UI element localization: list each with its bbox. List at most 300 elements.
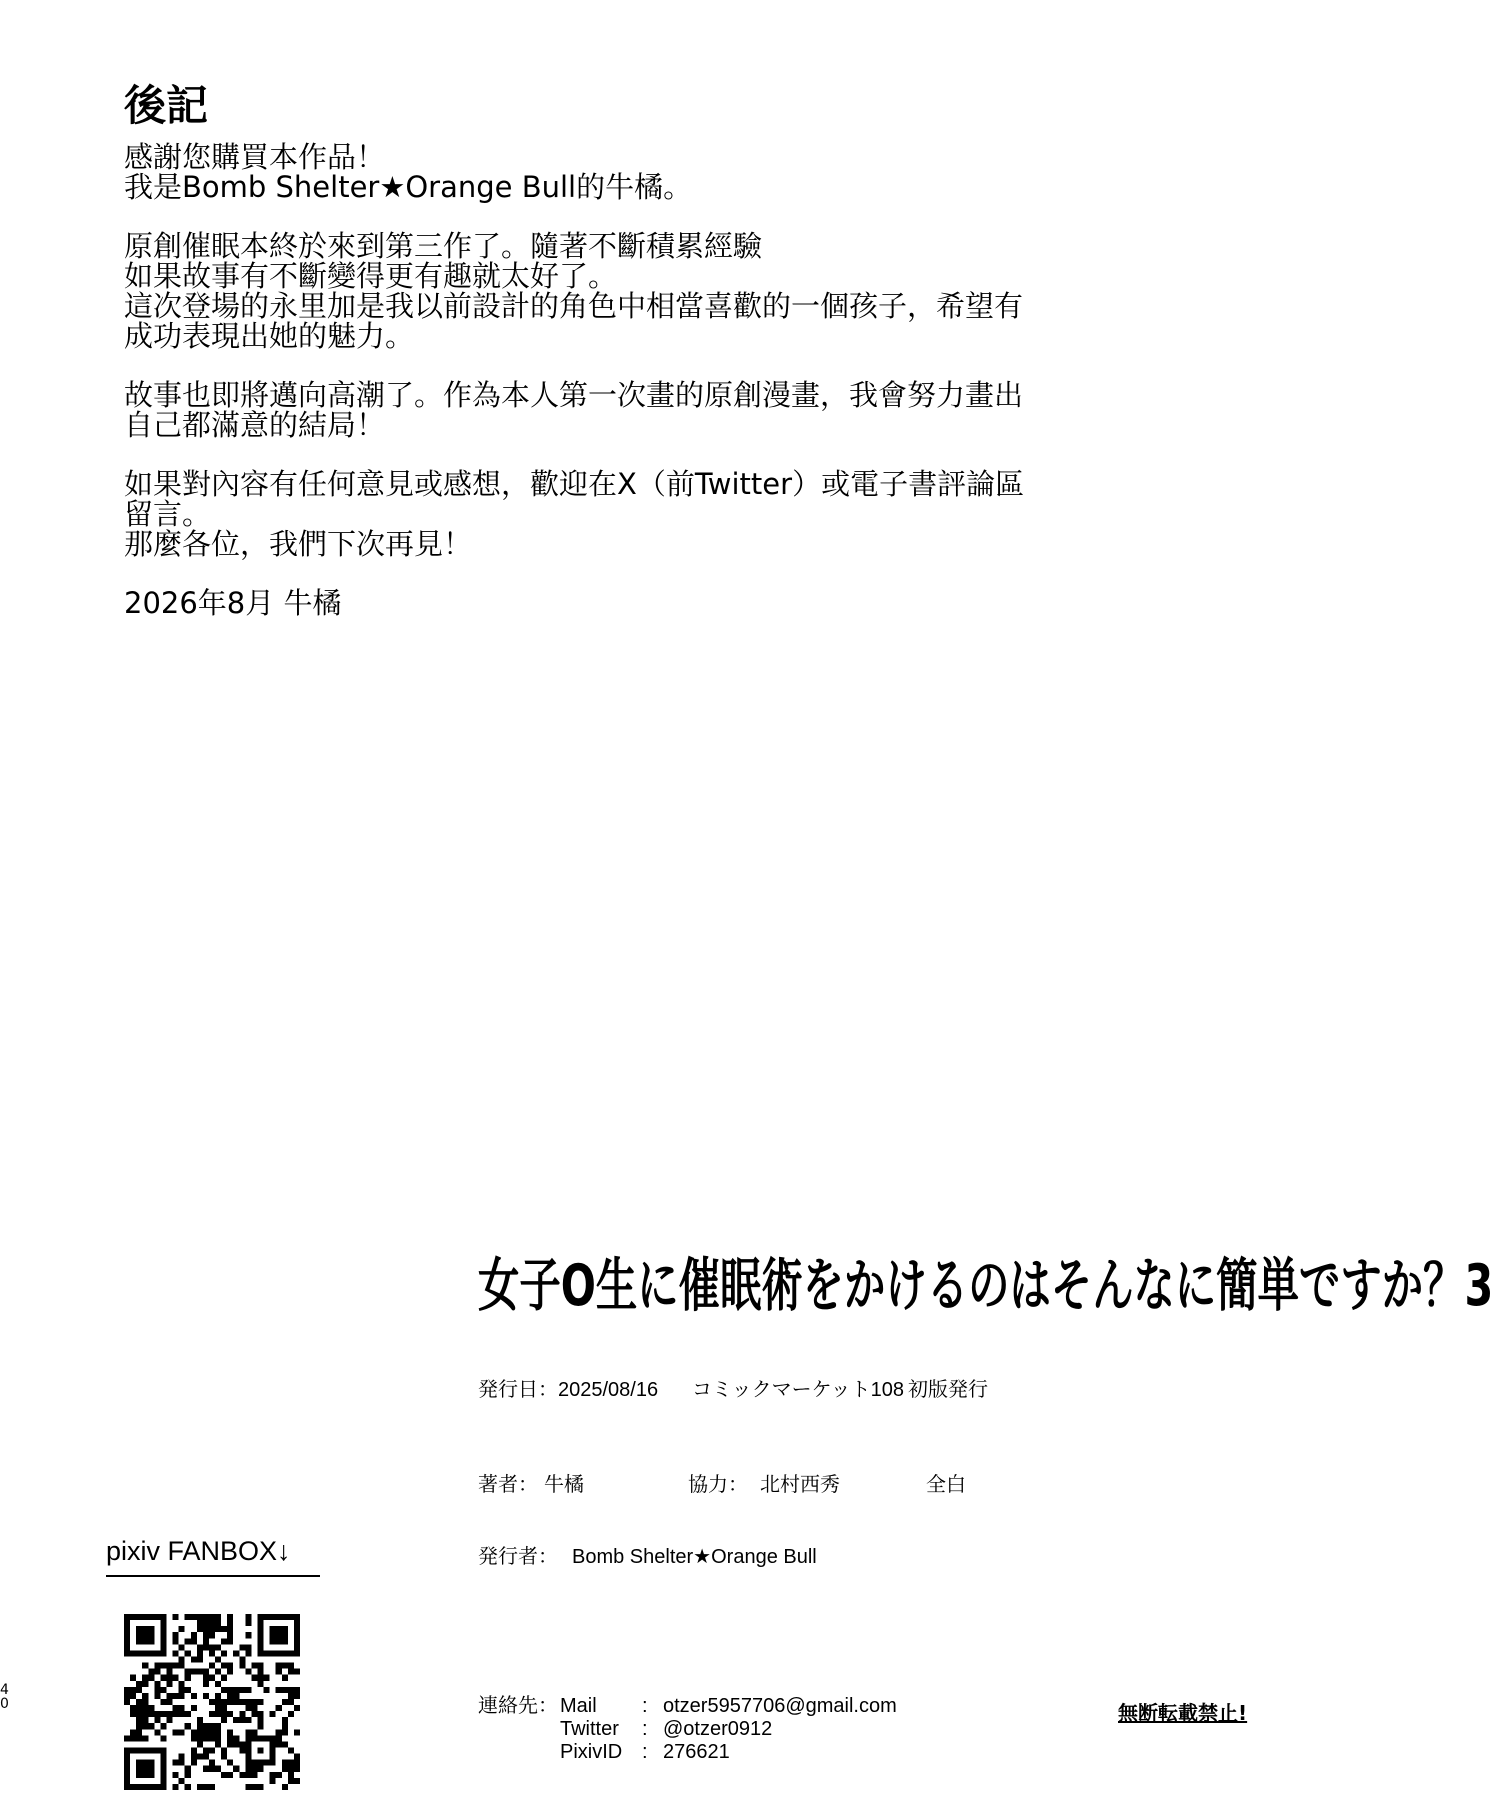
qr-code[interactable]	[124, 1614, 300, 1790]
qr-module	[179, 1663, 185, 1669]
qr-module	[294, 1705, 300, 1711]
qr-module	[221, 1705, 227, 1711]
qr-module	[270, 1772, 276, 1778]
qr-module	[227, 1632, 233, 1638]
qr-module	[239, 1772, 245, 1778]
qr-module	[197, 1754, 203, 1760]
qr-module	[191, 1614, 197, 1620]
qr-module	[179, 1687, 185, 1693]
qr-module	[215, 1681, 221, 1687]
qr-module	[245, 1754, 251, 1760]
text-line: 我是Bomb Shelter★Orange Bull的牛橘。	[124, 170, 693, 204]
qr-module	[166, 1717, 172, 1723]
qr-module	[179, 1626, 185, 1632]
qr-module	[270, 1741, 276, 1747]
qr-module	[203, 1626, 209, 1632]
event-name: コミックマーケット108	[692, 1379, 904, 1401]
qr-module	[124, 1699, 130, 1705]
qr-module	[154, 1711, 160, 1717]
qr-module	[166, 1681, 172, 1687]
qr-module	[239, 1656, 245, 1662]
qr-module	[179, 1711, 185, 1717]
qr-module	[245, 1729, 251, 1735]
qr-module	[142, 1723, 148, 1729]
qr-module	[245, 1717, 251, 1723]
qr-module	[227, 1711, 233, 1717]
qr-module	[209, 1748, 215, 1754]
qr-module	[209, 1699, 215, 1705]
qr-module	[136, 1681, 142, 1687]
qr-module	[124, 1693, 130, 1699]
qr-module	[197, 1644, 203, 1650]
qr-module	[276, 1772, 282, 1778]
qr-module	[221, 1675, 227, 1681]
qr-module	[233, 1699, 239, 1705]
qr-module	[185, 1675, 191, 1681]
qr-module	[179, 1729, 185, 1735]
qr-module	[197, 1717, 203, 1723]
qr-module	[185, 1638, 191, 1644]
text-line: 成功表現出她的魅力。	[124, 319, 415, 353]
qr-module	[245, 1632, 251, 1638]
qr-module	[258, 1784, 264, 1790]
qr-module	[282, 1729, 288, 1735]
qr-module	[288, 1663, 294, 1669]
qr-module	[173, 1784, 179, 1790]
qr-module	[124, 1687, 130, 1693]
qr-module	[203, 1735, 209, 1741]
qr-module	[142, 1681, 148, 1687]
afterword-paragraph-4	[124, 469, 1104, 559]
coop-name-2: 全白	[926, 1474, 966, 1496]
qr-module	[276, 1687, 282, 1693]
qr-module	[282, 1760, 288, 1766]
contact-mail[interactable]: otzer5957706@gmail.com	[663, 1695, 897, 1717]
qr-module	[294, 1766, 300, 1772]
qr-module	[130, 1705, 136, 1711]
qr-module	[160, 1723, 166, 1729]
qr-module	[227, 1669, 233, 1675]
qr-module	[154, 1681, 160, 1687]
qr-module	[191, 1705, 197, 1711]
qr-module	[270, 1711, 276, 1717]
qr-module	[154, 1729, 160, 1735]
qr-module	[179, 1656, 185, 1662]
qr-module	[209, 1675, 215, 1681]
qr-module	[209, 1766, 215, 1772]
qr-module	[270, 1748, 276, 1754]
qr-module	[197, 1626, 203, 1632]
qr-module	[203, 1693, 209, 1699]
qr-module	[258, 1723, 264, 1729]
qr-module	[251, 1766, 257, 1772]
qr-module	[173, 1760, 179, 1766]
qr-module	[288, 1766, 294, 1772]
qr-module	[251, 1784, 257, 1790]
qr-module	[173, 1711, 179, 1717]
qr-module	[130, 1675, 136, 1681]
qr-module	[245, 1687, 251, 1693]
qr-module	[215, 1620, 221, 1626]
qr-module	[264, 1760, 270, 1766]
qr-module	[197, 1723, 203, 1729]
qr-module	[209, 1784, 215, 1790]
qr-module	[221, 1699, 227, 1705]
qr-module	[251, 1711, 257, 1717]
contact-pixiv-id: 276621	[663, 1741, 730, 1763]
qr-module	[288, 1711, 294, 1717]
contact-sep: :	[642, 1741, 648, 1763]
qr-module	[276, 1663, 282, 1669]
qr-module	[258, 1681, 264, 1687]
qr-module	[276, 1729, 282, 1735]
qr-module	[197, 1735, 203, 1741]
qr-module	[136, 1729, 142, 1735]
qr-module	[209, 1644, 215, 1650]
qr-module	[191, 1638, 197, 1644]
publisher-row	[478, 1545, 817, 1569]
qr-module	[203, 1723, 209, 1729]
qr-module	[245, 1784, 251, 1790]
qr-module	[264, 1687, 270, 1693]
qr-module	[233, 1687, 239, 1693]
qr-module	[239, 1748, 245, 1754]
qr-module	[245, 1772, 251, 1778]
qr-module	[258, 1717, 264, 1723]
qr-module	[258, 1669, 264, 1675]
qr-module	[173, 1772, 179, 1778]
qr-module	[245, 1705, 251, 1711]
qr-module	[294, 1729, 300, 1735]
qr-module	[130, 1693, 136, 1699]
qr-module	[215, 1705, 221, 1711]
text-line: 那麼各位，我們下次再見！	[124, 527, 473, 561]
qr-module	[191, 1669, 197, 1675]
qr-module	[251, 1729, 257, 1735]
qr-module	[233, 1741, 239, 1747]
qr-module	[179, 1705, 185, 1711]
qr-module	[173, 1650, 179, 1656]
qr-module	[288, 1760, 294, 1766]
qr-module	[173, 1693, 179, 1699]
credits-row	[478, 1473, 966, 1497]
afterword-paragraph-3	[124, 380, 1104, 440]
publisher-name: Bomb Shelter★Orange Bull	[572, 1546, 817, 1568]
qr-module	[209, 1735, 215, 1741]
qr-module	[166, 1669, 172, 1675]
text-line: 故事也即將邁向高潮了。作為本人第一次畫的原創漫畫，我會努力畫出	[124, 378, 1024, 412]
qr-finder-bottom-left	[124, 1748, 166, 1790]
qr-module	[209, 1663, 215, 1669]
qr-module	[154, 1717, 160, 1723]
qr-module	[215, 1711, 221, 1717]
qr-module	[227, 1614, 233, 1620]
qr-module	[148, 1675, 154, 1681]
fanbox-label: pixiv FANBOX↓	[106, 1533, 320, 1577]
qr-module	[197, 1729, 203, 1735]
qr-module	[245, 1748, 251, 1754]
qr-module	[294, 1687, 300, 1693]
qr-module	[148, 1723, 154, 1729]
qr-module	[233, 1717, 239, 1723]
qr-module	[227, 1693, 233, 1699]
qr-module	[203, 1669, 209, 1675]
qr-module	[142, 1693, 148, 1699]
qr-module	[221, 1663, 227, 1669]
qr-module	[203, 1766, 209, 1772]
qr-module	[294, 1778, 300, 1784]
qr-module	[251, 1760, 257, 1766]
qr-module	[233, 1735, 239, 1741]
qr-module	[179, 1681, 185, 1687]
author-name: 牛橘	[544, 1474, 584, 1496]
qr-module	[239, 1717, 245, 1723]
qr-module	[270, 1760, 276, 1766]
afterword-signature: 2026年8月 牛橘	[124, 586, 342, 620]
qr-module	[154, 1687, 160, 1693]
qr-module	[258, 1760, 264, 1766]
qr-module	[203, 1729, 209, 1735]
qr-module	[227, 1760, 233, 1766]
contact-sep: :	[642, 1718, 648, 1740]
qr-module	[179, 1693, 185, 1699]
qr-module	[276, 1741, 282, 1747]
qr-module	[191, 1656, 197, 1662]
qr-module	[142, 1699, 148, 1705]
text-line: 如果對內容有任何意見或感想，歡迎在X（前Twitter）或電子書評論區	[124, 467, 1025, 501]
qr-module	[221, 1772, 227, 1778]
qr-module	[166, 1699, 172, 1705]
qr-finder-top-left	[124, 1614, 166, 1656]
text-line: 原創催眠本終於來到第三作了。隨著不斷積累經驗	[124, 229, 763, 263]
qr-module	[209, 1650, 215, 1656]
qr-module	[227, 1741, 233, 1747]
qr-module	[258, 1663, 264, 1669]
qr-module	[221, 1626, 227, 1632]
qr-module	[227, 1772, 233, 1778]
qr-module	[209, 1626, 215, 1632]
qr-module	[239, 1741, 245, 1747]
qr-module	[185, 1723, 191, 1729]
qr-module	[276, 1705, 282, 1711]
text-line: 如果故事有不斷變得更有趣就太好了。	[124, 259, 618, 293]
qr-module	[179, 1778, 185, 1784]
qr-module	[288, 1693, 294, 1699]
publisher-label: 発行者：	[478, 1546, 558, 1568]
text-line: 留言。	[124, 497, 212, 531]
qr-module	[221, 1638, 227, 1644]
qr-module	[264, 1735, 270, 1741]
qr-module	[215, 1614, 221, 1620]
qr-module	[270, 1735, 276, 1741]
qr-module	[276, 1669, 282, 1675]
qr-module	[239, 1699, 245, 1705]
qr-module	[294, 1754, 300, 1760]
qr-module	[191, 1735, 197, 1741]
contact-twitter[interactable]: @otzer0912	[663, 1718, 773, 1740]
qr-module	[185, 1669, 191, 1675]
qr-module	[197, 1784, 203, 1790]
qr-module	[142, 1663, 148, 1669]
qr-module	[209, 1723, 215, 1729]
qr-module	[282, 1717, 288, 1723]
qr-module	[270, 1754, 276, 1760]
qr-module	[233, 1766, 239, 1772]
qr-module	[166, 1675, 172, 1681]
qr-module	[185, 1614, 191, 1620]
qr-module	[239, 1644, 245, 1650]
qr-module	[148, 1705, 154, 1711]
qr-module	[251, 1772, 257, 1778]
qr-module	[221, 1650, 227, 1656]
qr-module	[294, 1669, 300, 1675]
qr-module	[124, 1735, 130, 1741]
qr-module	[227, 1620, 233, 1626]
text-line: 這次登場的永里加是我以前設計的角色中相當喜歡的一個孩子，希望有	[124, 289, 1024, 323]
contact-key: Mail	[560, 1695, 597, 1717]
qr-module	[136, 1705, 142, 1711]
qr-module	[203, 1754, 209, 1760]
qr-module	[173, 1614, 179, 1620]
qr-module	[203, 1784, 209, 1790]
qr-module	[179, 1760, 185, 1766]
qr-module	[258, 1699, 264, 1705]
coop-name-1: 北村西秀	[760, 1474, 840, 1496]
edition: 初版発行	[908, 1379, 988, 1401]
qr-module	[173, 1663, 179, 1669]
contact-sep: :	[642, 1695, 648, 1717]
qr-module	[215, 1644, 221, 1650]
qr-module	[258, 1735, 264, 1741]
qr-module	[191, 1693, 197, 1699]
qr-module	[294, 1760, 300, 1766]
page-number: 40	[0, 1682, 9, 1712]
qr-module	[166, 1693, 172, 1699]
qr-module	[160, 1735, 166, 1741]
qr-module	[136, 1735, 142, 1741]
qr-module	[203, 1632, 209, 1638]
qr-module	[173, 1638, 179, 1644]
qr-module	[215, 1723, 221, 1729]
qr-module	[191, 1754, 197, 1760]
qr-module	[233, 1650, 239, 1656]
qr-module	[227, 1729, 233, 1735]
qr-module	[215, 1626, 221, 1632]
afterword-title: 後記	[124, 81, 209, 130]
text-line: 感謝您購買本作品！	[124, 140, 386, 174]
qr-module	[227, 1638, 233, 1644]
qr-module	[282, 1699, 288, 1705]
qr-module	[185, 1650, 191, 1656]
qr-module	[239, 1663, 245, 1669]
qr-module	[173, 1632, 179, 1638]
issue-date: 発行日：2025/08/16	[478, 1379, 659, 1401]
qr-module	[251, 1735, 257, 1741]
qr-module	[136, 1711, 142, 1717]
qr-module	[215, 1735, 221, 1741]
qr-module	[288, 1699, 294, 1705]
qr-module	[282, 1766, 288, 1772]
qr-module	[203, 1614, 209, 1620]
qr-module	[282, 1663, 288, 1669]
qr-module	[276, 1735, 282, 1741]
qr-module	[251, 1699, 257, 1705]
qr-module	[288, 1748, 294, 1754]
qr-module	[221, 1711, 227, 1717]
qr-module	[282, 1675, 288, 1681]
qr-module	[209, 1760, 215, 1766]
qr-module	[160, 1663, 166, 1669]
qr-module	[209, 1711, 215, 1717]
qr-module	[191, 1760, 197, 1766]
qr-module	[239, 1687, 245, 1693]
qr-module	[221, 1717, 227, 1723]
qr-module	[185, 1766, 191, 1772]
qr-module	[185, 1711, 191, 1717]
qr-module	[142, 1675, 148, 1681]
afterword-paragraph-1	[124, 142, 1104, 202]
qr-module	[203, 1638, 209, 1644]
qr-module	[160, 1711, 166, 1717]
qr-module	[136, 1699, 142, 1705]
qr-module	[197, 1614, 203, 1620]
qr-module	[245, 1644, 251, 1650]
qr-module	[282, 1784, 288, 1790]
qr-module	[258, 1711, 264, 1717]
qr-module	[154, 1693, 160, 1699]
qr-module	[130, 1687, 136, 1693]
contact-key: Twitter	[560, 1718, 619, 1740]
qr-module	[160, 1675, 166, 1681]
qr-module	[294, 1693, 300, 1699]
qr-module	[251, 1663, 257, 1669]
qr-module	[173, 1729, 179, 1735]
qr-module	[191, 1729, 197, 1735]
qr-module	[179, 1754, 185, 1760]
qr-module	[245, 1760, 251, 1766]
qr-module	[227, 1626, 233, 1632]
qr-module	[197, 1741, 203, 1747]
qr-finder-top-right	[258, 1614, 300, 1656]
qr-module	[264, 1675, 270, 1681]
qr-module	[209, 1620, 215, 1626]
qr-module	[288, 1778, 294, 1784]
qr-module	[227, 1663, 233, 1669]
qr-module	[221, 1687, 227, 1693]
qr-module	[215, 1729, 221, 1735]
qr-module	[166, 1711, 172, 1717]
qr-module	[251, 1675, 257, 1681]
qr-module	[245, 1766, 251, 1772]
qr-module	[245, 1620, 251, 1626]
qr-module	[197, 1620, 203, 1626]
qr-module	[227, 1687, 233, 1693]
qr-module	[245, 1741, 251, 1747]
afterword-paragraph-2	[124, 231, 1104, 351]
qr-module	[203, 1644, 209, 1650]
qr-module	[245, 1650, 251, 1656]
qr-module	[191, 1632, 197, 1638]
qr-module	[142, 1735, 148, 1741]
qr-module	[148, 1711, 154, 1717]
qr-module	[215, 1699, 221, 1705]
qr-module	[282, 1687, 288, 1693]
contact-label: 連絡先：	[478, 1695, 558, 1717]
qr-module	[282, 1723, 288, 1729]
qr-module	[173, 1675, 179, 1681]
qr-module	[142, 1717, 148, 1723]
qr-module	[160, 1699, 166, 1705]
